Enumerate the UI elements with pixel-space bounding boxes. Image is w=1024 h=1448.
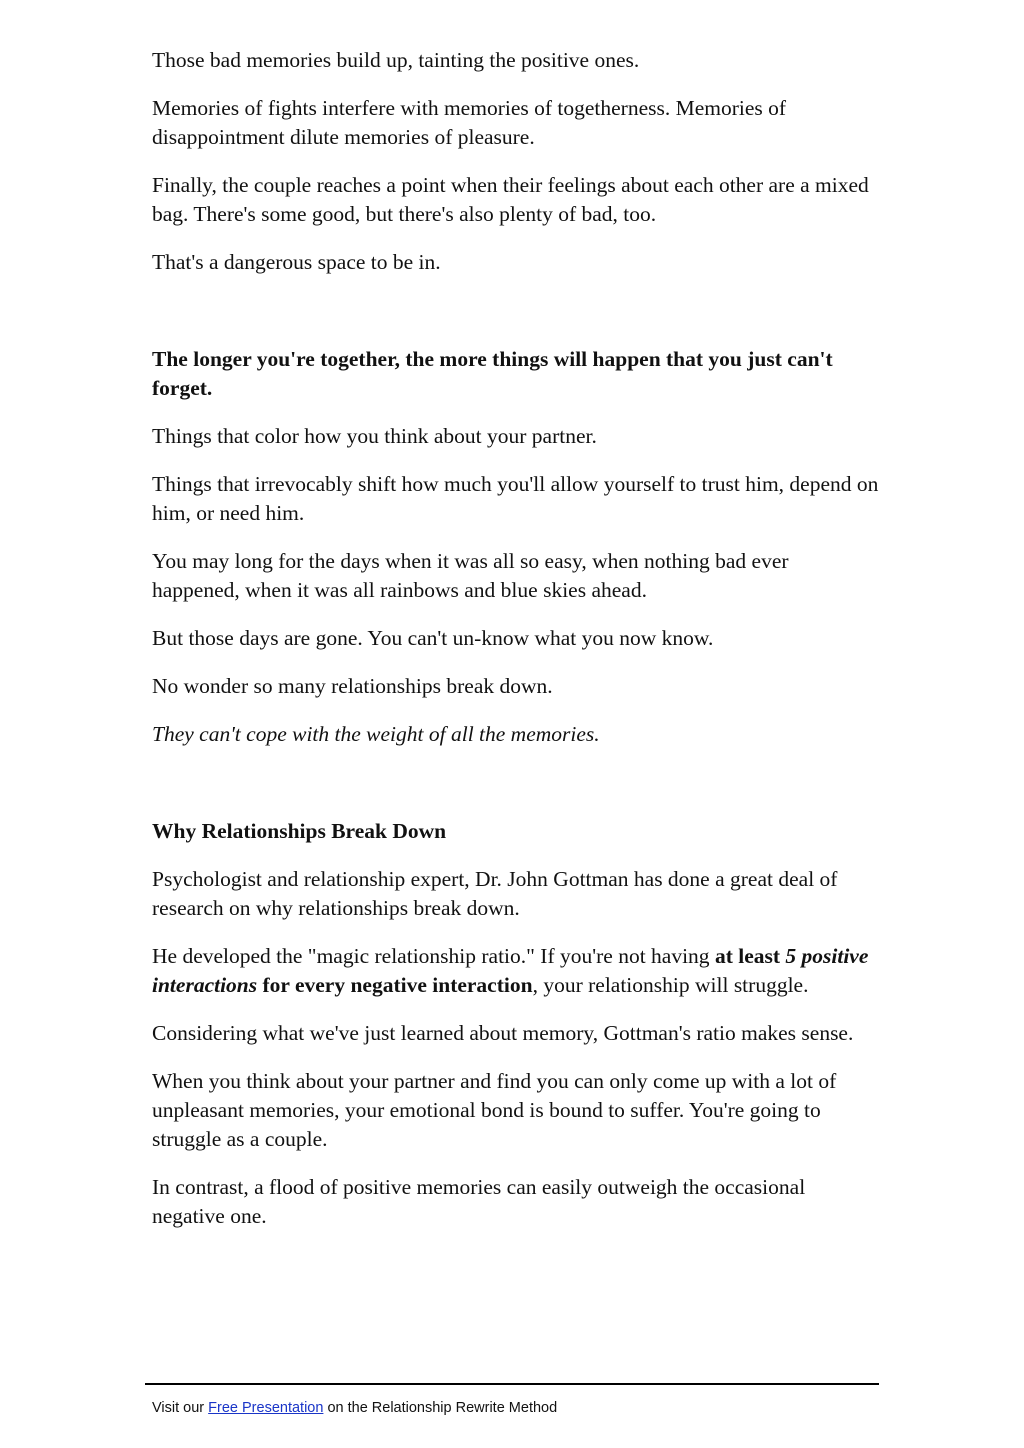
section-spacer <box>152 768 880 817</box>
ratio-text-positive: 5 positive interactions <box>152 944 869 997</box>
paragraph: When you think about your partner and find you can only come up with a lot of unpleasant memories, your emotional bond is bound to suffer. You're going to struggle as a couple. <box>152 1069 837 1151</box>
section-heading: Why Relationships Break Down <box>152 819 447 843</box>
paragraph: Things that color how you think about your partner. <box>152 424 597 448</box>
paragraph: Psychologist and relationship expert, Dr. John Gottman has done a great deal of research on why relationships break down. <box>152 867 838 920</box>
italic-paragraph: They can't cope with the weight of all the memories. <box>152 722 600 746</box>
paragraph: Those bad memories build up, tainting the positive ones. <box>152 48 640 72</box>
footer-prefix: Visit our <box>152 1400 209 1416</box>
ratio-text-intro: He developed the "magic relationship ratio." If you're not having <box>152 944 715 968</box>
paragraph: Finally, the couple reaches a point when their feelings about each other are a mixed bag. There's some good, but there's also plenty of bad, too. <box>152 173 869 226</box>
ratio-text-at-least: at least <box>714 944 786 968</box>
section-spacer <box>152 296 880 345</box>
paragraph: No wonder so many relationships break down. <box>152 674 553 698</box>
ratio-text-negative: for every negative interaction <box>257 973 533 997</box>
paragraph: You may long for the days when it was all so easy, when nothing bad ever happened, when it was all rainbows and blue skies ahead. <box>152 549 789 602</box>
paragraph: That's a dangerous space to be in. <box>152 250 441 274</box>
paragraph: But those days are gone. You can't un-know what you now know. <box>152 626 714 650</box>
footer <box>152 1399 557 1417</box>
footer-suffix: on the Relationship Rewrite Method <box>323 1400 558 1416</box>
bold-lead-paragraph: The longer you're together, the more things will happen that you just can't forget. <box>152 347 833 400</box>
paragraph: Things that irrevocably shift how much you'll allow yourself to trust him, depend on him, or need him. <box>152 472 879 525</box>
paragraph: In contrast, a flood of positive memories can easily outweigh the occasional negative one. <box>152 1175 806 1228</box>
document-body <box>152 46 880 1250</box>
ratio-paragraph <box>152 942 880 1000</box>
ratio-text-outro: , your relationship will struggle. <box>532 973 809 997</box>
free-presentation-link[interactable]: Free Presentation <box>208 1400 324 1416</box>
paragraph: Memories of fights interfere with memories of togetherness. Memories of disappointment dilute memories of pleasure. <box>152 96 787 149</box>
footer-divider <box>145 1383 879 1385</box>
paragraph: Considering what we've just learned about memory, Gottman's ratio makes sense. <box>152 1021 854 1045</box>
